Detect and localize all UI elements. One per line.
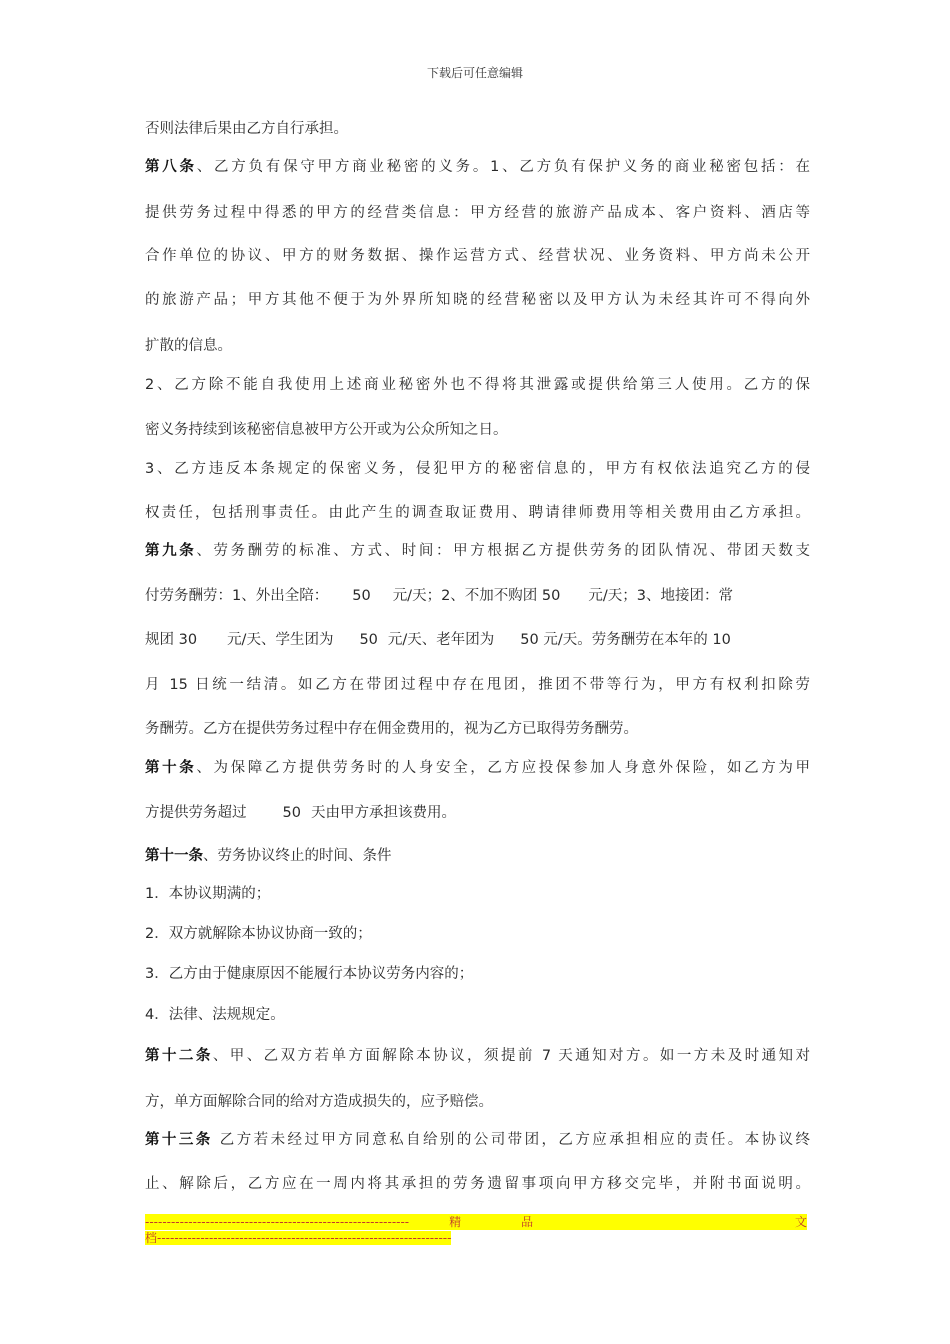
text-line: 提供劳务过程中得悉的甲方的经营类信息：甲方经营的旅游产品成本、客户资料、酒店等 [145,205,810,221]
text-span: 、为保障乙方提供劳务时的人身安全，乙方应投保参加人身意外保险，如乙方为甲 [196,760,811,776]
text-span: 、甲、乙双方若单方面解除本协议，须提前 7 天通知对方。如一方未及时通知对 [212,1048,811,1064]
article-13-line-1 [145,1130,810,1150]
footer-dashes: ------------------------------------------------------------- [145,1215,410,1229]
text-span: 元/天；2、不加不购团 50 [392,588,561,604]
footer-char: 档 [145,1231,158,1245]
page-header: 下载后可任意编辑 [426,66,523,80]
amount: 50 [282,805,301,821]
list-item: 3．乙方由于健康原因不能履行本协议劳务内容的； [145,966,474,982]
article-9-title: 第九条 [145,543,197,559]
list-item: 2．双方就解除本协议协商一致的； [145,926,372,942]
article-9-line-1 [145,541,810,561]
text-span: 元/天、老年团为 [387,632,495,648]
text-span: 元/天；3、地接团：常 [588,588,733,604]
article-9-line-3 [145,630,810,650]
text-line: 2、乙方除不能自我使用上述商业秘密外也不得将其泄露或提供给第三人使用。乙方的保 [145,377,810,393]
text-span: 乙方若未经过甲方同意私自给别的公司带团，乙方应承担相应的责任。本协议终 [212,1132,810,1148]
text-span: 规团 30 [145,632,198,648]
text-line: 止、解除后，乙方应在一周内将其承担的劳务遗留事项向甲方移交完毕，并附书面说明。 [145,1176,810,1192]
footer-dashes: -------------------------------------------------------------------- [157,1231,452,1245]
footer-watermark-line-1 [145,1214,807,1230]
text-span: 、乙方负有保守甲方商业秘密的义务。1、乙方负有保护义务的商业秘密包括：在 [196,159,810,175]
text-line: 扩散的信息。 [145,338,232,354]
text-line: 月 15 日统一结清。如乙方在带团过程中存在甩团，推团不带等行为，甲方有权利扣除劳 [145,677,810,693]
footer-watermark-line-2 [145,1230,807,1246]
article-8-line-1 [145,157,810,177]
text-span: 、劳务酬劳的标准、方式、时间：甲方根据乙方提供劳务的团队情况、带团天数支 [196,543,811,559]
article-10-line-1 [145,758,810,778]
article-8-title: 第八条 [145,159,197,175]
text-line: 密义务持续到该秘密信息被甲方公开或为公众所知之日。 [145,422,508,438]
list-item: 1．本协议期满的； [145,886,271,902]
text-line: 务酬劳。乙方在提供劳务过程中存在佣金费用的，视为乙方已取得劳务酬劳。 [145,721,638,737]
text-span: 方提供劳务超过 [145,805,247,821]
article-9-line-2 [145,586,810,606]
list-item: 4．法律、法规规定。 [145,1007,285,1023]
footer-char: 品 [521,1214,613,1230]
article-12-line-1 [145,1046,810,1066]
text-line: 合作单位的协议、甲方的财务数据、操作运营方式、经营状况、业务资料、甲方尚未公开 [145,248,810,264]
text-line: 否则法律后果由乙方自行承担。 [145,121,348,137]
text-line: 方，单方面解除合同的给对方造成损失的，应予赔偿。 [145,1094,493,1110]
amount: 50 [359,632,378,648]
text-line: 3、乙方违反本条规定的保密义务，侵犯甲方的秘密信息的，甲方有权依法追究乙方的侵 [145,461,810,477]
text-line: 权责任，包括刑事责任。由此产生的调查取证费用、聘请律师费用等相关费用由乙方承担。 [145,505,810,521]
footer-char: 精 [409,1214,521,1230]
text-span: 天由甲方承担该费用。 [310,805,456,821]
article-11-title: 第十一条 [145,848,203,864]
footer-char: 文 [613,1214,807,1230]
article-10-line-2 [145,803,810,823]
text-span: 、劳务协议终止的时间、条件 [203,848,392,864]
text-span: 50 元/天。劳务酬劳在本年的 10 [520,632,731,648]
article-10-title: 第十条 [145,760,197,776]
text-span: 元/天、学生团为 [227,632,334,648]
article-11-line-1 [145,846,810,866]
article-12-title: 第十二条 [145,1048,213,1064]
text-span: 付劳务酬劳：1、外出全陪： [145,588,329,604]
text-line: 的旅游产品；甲方其他不便于为外界所知晓的经营秘密以及甲方认为未经其许可不得向外 [145,292,810,308]
article-13-title: 第十三条 [145,1132,213,1148]
amount: 50 [352,588,371,604]
